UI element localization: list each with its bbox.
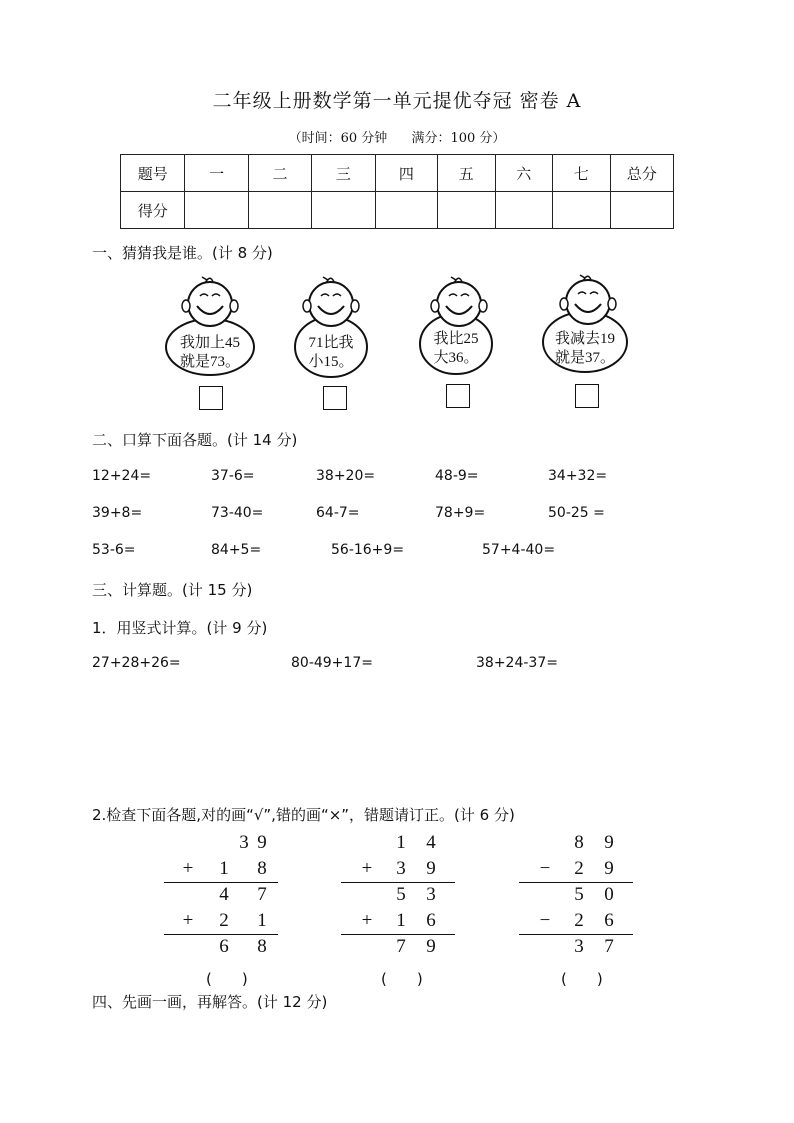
digit: 1 bbox=[396, 832, 406, 853]
score-blank[interactable] bbox=[553, 192, 610, 229]
full-score: 满分：100 分） bbox=[411, 131, 506, 146]
oral-problem: 64-7= bbox=[316, 505, 360, 521]
vertical-problem: 38+24-37= bbox=[476, 655, 558, 671]
digit: 9 bbox=[426, 936, 436, 957]
face-card-4 bbox=[533, 270, 643, 414]
face-clue bbox=[276, 334, 386, 372]
score-cell: 五 bbox=[438, 155, 495, 192]
oral-problem: 57+4-40= bbox=[482, 542, 556, 558]
score-label: 得分 bbox=[121, 192, 185, 229]
check-problem-3 bbox=[519, 832, 635, 992]
score-blank[interactable] bbox=[438, 192, 495, 229]
score-cell: 六 bbox=[495, 155, 552, 192]
vertical-problem: 27+28+26= bbox=[92, 655, 181, 671]
oral-problem: 39+8= bbox=[92, 505, 143, 521]
digit: 2 bbox=[574, 910, 584, 931]
digit: 8 bbox=[257, 936, 267, 957]
oral-problem: 53-6= bbox=[92, 542, 136, 558]
clue-line-2: 小15。 bbox=[308, 354, 354, 370]
digit: 5 bbox=[396, 884, 406, 905]
score-cell: 二 bbox=[248, 155, 311, 192]
sub-question-2: 2.检查下面各题,对的画“√”,错的画“×”，错题请订正。(计 6 分) bbox=[92, 806, 515, 824]
digit: 6 bbox=[219, 936, 229, 957]
section-3-heading: 三、计算题。(计 15 分) bbox=[92, 581, 253, 599]
face-card-3 bbox=[404, 272, 514, 416]
digit: 9 bbox=[604, 832, 614, 853]
face-clue bbox=[533, 330, 637, 368]
clue-line-1: 我减去19 bbox=[554, 331, 615, 347]
answer-box[interactable] bbox=[323, 386, 347, 410]
answer-box[interactable] bbox=[446, 384, 470, 408]
digit: 1 bbox=[219, 858, 229, 879]
score-cell: 七 bbox=[553, 155, 610, 192]
score-cell: 四 bbox=[375, 155, 437, 192]
rule-line bbox=[164, 882, 278, 883]
digit: 8 bbox=[257, 858, 267, 879]
score-blank[interactable] bbox=[185, 192, 248, 229]
digit: 3 bbox=[239, 832, 249, 853]
page-title: 二年级上册数学第一单元提优夺冠 密卷 A bbox=[212, 90, 582, 112]
oral-problem: 84+5= bbox=[211, 542, 262, 558]
check-problem-1 bbox=[164, 832, 280, 992]
digit: 9 bbox=[426, 858, 436, 879]
time-limit: （时间：60 分钟 bbox=[288, 131, 388, 146]
operator: + bbox=[182, 910, 194, 931]
section-2-heading: 二、口算下面各题。(计 14 分) bbox=[92, 431, 298, 449]
oral-problem: 38+20= bbox=[316, 468, 376, 484]
clue-line-1: 我加上45 bbox=[179, 335, 240, 351]
rule-line bbox=[519, 882, 633, 883]
score-table bbox=[120, 154, 674, 229]
rule-line bbox=[341, 934, 455, 935]
oral-problem: 34+32= bbox=[548, 468, 608, 484]
vertical-problem: 80-49+17= bbox=[291, 655, 373, 671]
operator: + bbox=[361, 858, 373, 879]
score-cell: 一 bbox=[185, 155, 248, 192]
section-1-heading: 一、猜猜我是谁。(计 8 分) bbox=[92, 244, 273, 262]
digit: 3 bbox=[396, 858, 406, 879]
digit: 0 bbox=[604, 884, 614, 905]
digit: 9 bbox=[604, 858, 614, 879]
digit: 9 bbox=[257, 832, 267, 853]
digit: 3 bbox=[426, 884, 436, 905]
exam-info bbox=[0, 127, 794, 146]
operator: + bbox=[361, 910, 373, 931]
score-blank[interactable] bbox=[495, 192, 552, 229]
digit: 4 bbox=[219, 884, 229, 905]
face-card-2 bbox=[276, 272, 386, 416]
section-4-heading: 四、先画一画，再解答。(计 12 分) bbox=[92, 993, 328, 1011]
score-cell: 题号 bbox=[121, 155, 185, 192]
face-clue bbox=[155, 334, 265, 372]
oral-problem: 78+9= bbox=[435, 505, 486, 521]
digit: 7 bbox=[396, 936, 406, 957]
rule-line bbox=[519, 934, 633, 935]
clue-line-2: 就是73。 bbox=[179, 354, 240, 370]
clue-line-2: 就是37。 bbox=[554, 350, 615, 366]
oral-problem: 37-6= bbox=[211, 468, 255, 484]
digit: 6 bbox=[604, 910, 614, 931]
score-table-score-row bbox=[121, 192, 674, 229]
rule-line bbox=[164, 934, 278, 935]
digit: 1 bbox=[257, 910, 267, 931]
score-cell: 总分 bbox=[610, 155, 674, 192]
digit: 7 bbox=[604, 936, 614, 957]
rule-line bbox=[341, 882, 455, 883]
sub-question-1: 1．用竖式计算。(计 9 分) bbox=[92, 619, 268, 637]
oral-problem: 56-16+9= bbox=[331, 542, 405, 558]
clue-line-1: 71比我 bbox=[308, 335, 354, 351]
oral-problem: 73-40= bbox=[211, 505, 264, 521]
answer-parentheses[interactable]: ( ) bbox=[561, 970, 603, 988]
digit: 4 bbox=[426, 832, 436, 853]
digit: 3 bbox=[574, 936, 584, 957]
operator: + bbox=[182, 858, 194, 879]
face-clue bbox=[404, 330, 508, 368]
score-blank[interactable] bbox=[610, 192, 674, 229]
digit: 2 bbox=[219, 910, 229, 931]
clue-line-1: 我比25 bbox=[433, 331, 479, 347]
digit: 5 bbox=[574, 884, 584, 905]
answer-box[interactable] bbox=[199, 386, 223, 410]
answer-box[interactable] bbox=[575, 384, 599, 408]
digit: 8 bbox=[574, 832, 584, 853]
score-blank[interactable] bbox=[248, 192, 311, 229]
score-table-header-row bbox=[121, 155, 674, 192]
answer-parentheses[interactable]: ( ) bbox=[206, 970, 248, 988]
answer-parentheses[interactable]: ( ) bbox=[381, 970, 423, 988]
oral-problem: 12+24= bbox=[92, 468, 152, 484]
operator: − bbox=[539, 910, 551, 931]
score-cell: 三 bbox=[312, 155, 375, 192]
operator: − bbox=[539, 858, 551, 879]
digit: 1 bbox=[396, 910, 406, 931]
digit: 7 bbox=[257, 884, 267, 905]
score-blank[interactable] bbox=[375, 192, 437, 229]
oral-problem: 50-25 = bbox=[548, 505, 605, 521]
oral-problem: 48-9= bbox=[435, 468, 479, 484]
digit: 2 bbox=[574, 858, 584, 879]
check-problem-2 bbox=[341, 832, 457, 992]
score-blank[interactable] bbox=[312, 192, 375, 229]
face-card-1 bbox=[155, 272, 265, 416]
clue-line-2: 大36。 bbox=[433, 350, 479, 366]
digit: 6 bbox=[426, 910, 436, 931]
